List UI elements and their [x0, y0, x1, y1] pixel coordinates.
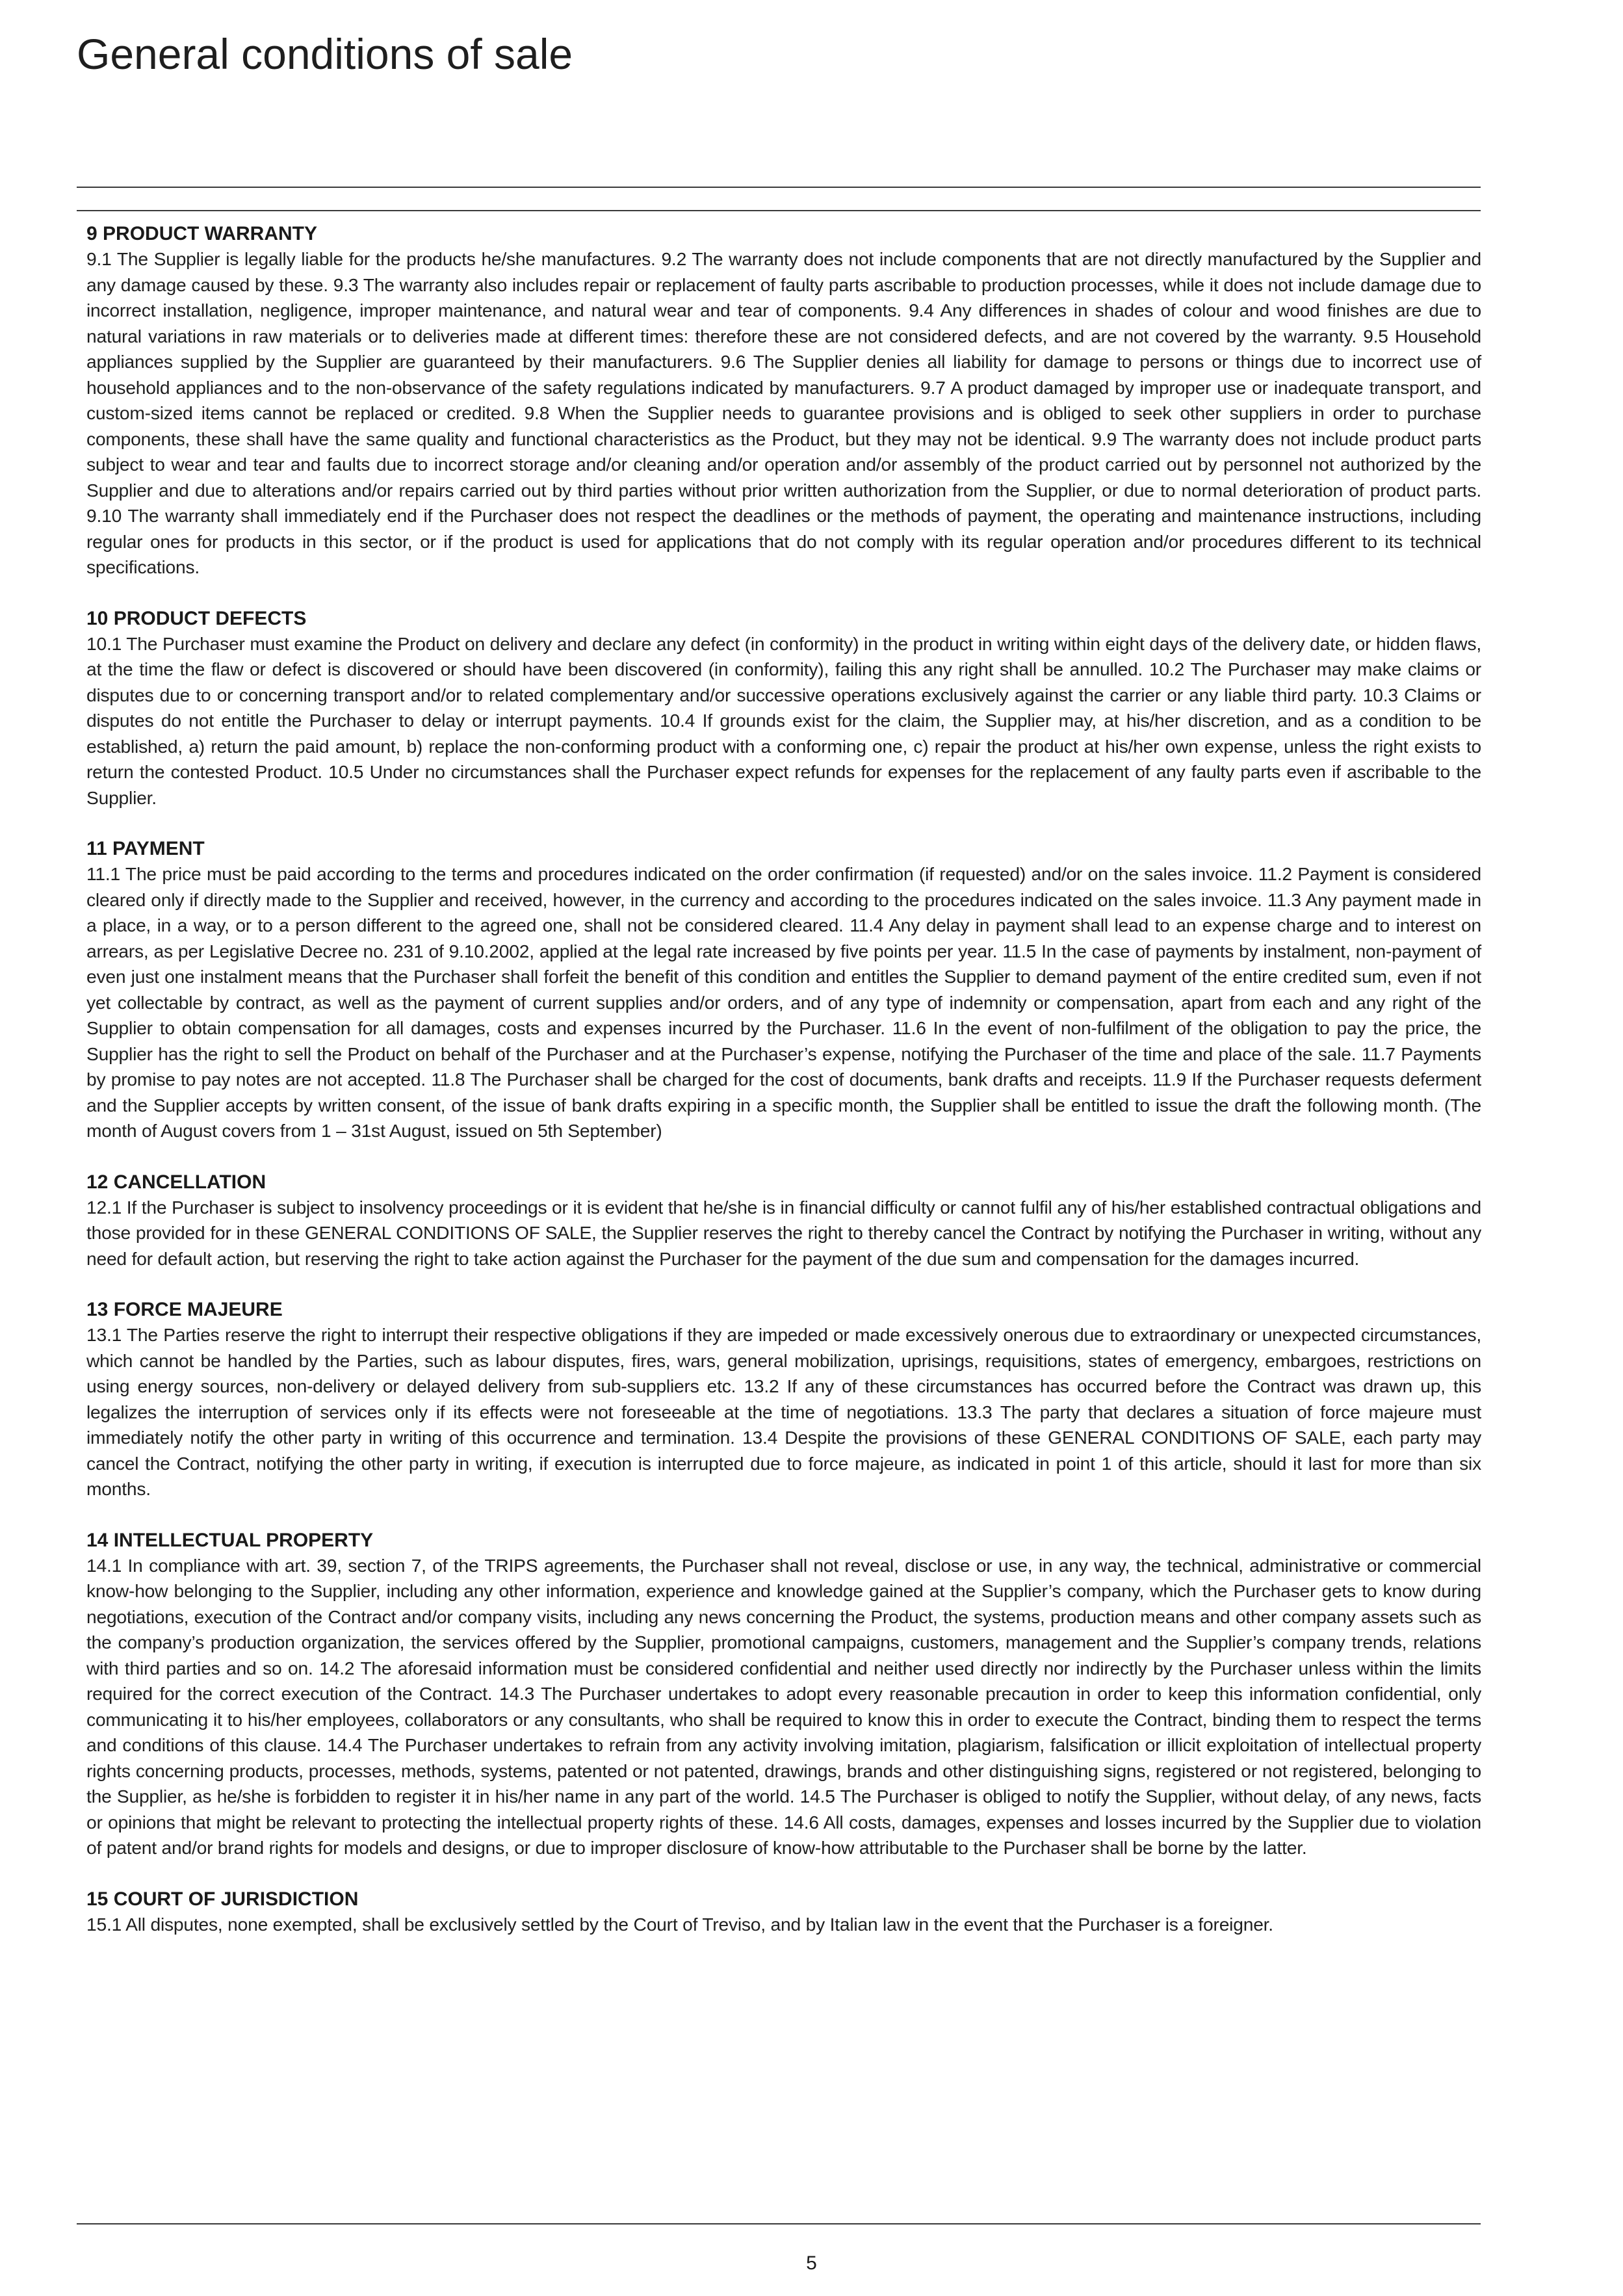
section-text: 14.1 In compliance with art. 39, section 7, of the TRIPS agreements, the Purchaser shall not reveal, disclose or use, in any way, the technical, administrative or commercial know-how belonging to the Supplier, including any other information, experience and knowledge gained at the Supplier’s company, which the Purchaser gets to know during negotiations, execution of the Contract and/or company visits, including any news concerning the Product, the systems, production means and other company assets such as the company’s production organization, the services offered by the Supplier, promotional campaigns, customers, management and the Supplier’s company trends, relations with third parties and so on. 14.2 The aforesaid information must be considered confidential and neither used directly nor indirectly by the Purchaser unless within the limits required for the correct execution of the Contract. 14.3 The Purchaser undertakes to adopt every reasonable precaution in order to keep this information confidential, only communicating it to his/her employees, collaborators or any consultants, who shall be required to know this in order to execute the Contract, binding them to respect the terms and conditions of this clause. 14.4 The Purchaser undertakes to refrain from any activity involving imitation, plagiarism, falsification or illicit exploitation of intellectual property rights concerning products, processes, methods, systems, patented or not patented, drawings, brands and other distinguishing signs, registered or not registered, belonging to the Supplier, as he/she is forbidden to register it in his/her name in any part of the world. 14.5 The Purchaser is obliged to notify the Supplier, without delay, of any news, facts or opinions that might be relevant to protecting the intellectual property rights of these. 14.6 All costs, damages, expenses and losses incurred by the Supplier due to violation of patent and/or brand rights for models and designs, or due to improper disclosure of know-how attributable to the Purchaser shall be borne by the latter. [86, 1554, 1481, 1858]
section-heading: 13 FORCE MAJEURE [86, 1299, 283, 1320]
section-heading: 10 PRODUCT DEFECTS [86, 607, 307, 629]
section-heading: 12 CANCELLATION [86, 1171, 266, 1193]
section-text: 15.1 All disputes, none exempted, shall be exclusively settled by the Court of Treviso, and by Italian law in the event that the Purchaser is a foreigner. [86, 1913, 1273, 1935]
section-text: 13.1 The Parties reserve the right to interrupt their respective obligations if they are impeded or made excessively onerous due to extraordinary or unexpected circumstances, which cannot be handled by the Parties, such as labour disputes, fires, wars, general mobilization, uprisings, requisitions, states of emergency, embargoes, restrictions on using energy sources, non-delivery or delayed delivery from sub-suppliers etc. 13.2 If any of these circumstances has occurred before the Contract was drawn up, this legalizes the interruption of services only if its effects were not foreseeable at the time of negotiations. 13.3 The party that declares a situation of force majeure must immediately notify the other party in writing of this occurrence and termination. 13.4 Despite the provisions of these GENERAL CONDITIONS OF SALE, each party may cancel the Contract, notifying the other party in writing, if execution is interrupted due to force majeure, as indicated in point 1 of this article, should it last for more than six months. [86, 1324, 1481, 1499]
section-cancellation [86, 1169, 1481, 1272]
section-text: 11.1 The price must be paid according to the terms and procedures indicated on the order confirmation (if requested) and/or on the sales invoice. 11.2 Payment is considered cleared only if directly made to the Supplier and received, however, in the currency and according to the procedures indicated on the sales invoice. 11.3 Any payment made in a place, in a way, or to a person different to the agreed one, shall not be considered cleared. 11.4 Any delay in payment shall lead to an expense charge and to interest on arrears, as per Legislative Decree no. 231 of 9.10.2002, applied at the legal rate increased by five points per year. 11.5 In the case of payments by instalment, non-payment of even just one instalment means that the Purchaser shall forfeit the benefit of this condition and entitles the Supplier to demand payment of the entire credited sum, even if not yet collectable by contract, as well as the payment of current supplies and/or orders, and of any type of indemnity or compensation, apart from each and any right of the Supplier to obtain compensation for all damages, costs and expenses incurred by the Purchaser. 11.6 In the event of non-fulfilment of the obligation to pay the price, the Supplier has the right to sell the Product on behalf of the Purchaser and at the Purchaser’s expense, notifying the Purchaser of the time and place of the sale. 11.7 Payments by promise to pay notes are not accepted. 11.8 The Purchaser shall be charged for the cost of documents, bank drafts and receipts. 11.9 If the Purchaser requests deferment and the Supplier accepts by written consent, of the issue of bank drafts expiring in a specific month, the Supplier shall be entitled to issue the draft the following month. (The month of August covers from 1 – 31st August, issued on 5th September) [86, 863, 1481, 1141]
section-text: 12.1 If the Purchaser is subject to insolvency proceedings or it is evident that he/she is in financial difficulty or cannot fulfil any of his/her established contractual obligations and those provided for in these GENERAL CONDITIONS OF SALE, the Supplier reserves the right to thereby cancel the Contract by notifying the Purchaser in writing, without any need for default action, but reserving the right to take action against the Purchaser for the payment of the due sum and compensation for the damages incurred. [86, 1196, 1481, 1269]
footer-divider [77, 2223, 1481, 2224]
document-body [86, 221, 1481, 1963]
section-intellectual-property [86, 1528, 1481, 1861]
header-divider-lower [77, 210, 1481, 211]
section-force-majeure [86, 1297, 1481, 1502]
section-heading: 11 PAYMENT [86, 838, 205, 859]
header-divider-upper [77, 187, 1481, 188]
page-number: 5 [806, 2252, 817, 2274]
section-text: 10.1 The Purchaser must examine the Product on delivery and declare any defect (in conformity) in the product in writing within eight days of the delivery date, or hidden flaws, at the time the flaw or defect is discovered or should have been discovered (in conformity), failing this any right shall be annulled. 10.2 The Purchaser may make claims or disputes due to or concerning transport and/or to related complementary and/or successive operations exclusively against the carrier or any liable third party. 10.3 Claims or disputes do not entitle the Purchaser to delay or interrupt payments. 10.4 If grounds exist for the claim, the Supplier may, at his/her discretion, and as a condition to be established, a) return the paid amount, b) replace the non-conforming product with a conforming one, c) repair the product at his/her own expense, unless the right exists to return the contested Product. 10.5 Under no circumstances shall the Purchaser expect refunds for expenses for the replacement of any faulty parts even if ascribable to the Supplier. [86, 633, 1481, 808]
section-product-warranty [86, 221, 1481, 581]
section-product-defects [86, 606, 1481, 811]
section-payment [86, 836, 1481, 1144]
section-court-of-jurisdiction [86, 1886, 1481, 1938]
section-heading: 9 PRODUCT WARRANTY [86, 223, 318, 244]
section-heading: 15 COURT OF JURISDICTION [86, 1888, 359, 1910]
section-text: 9.1 The Supplier is legally liable for the products he/she manufactures. 9.2 The warranty does not include components that are not directly manufactured by the Supplier and any damage caused by these. 9.3 The warranty also includes repair or replacement of faulty parts ascribable to production processes, while it does not include damage due to incorrect installation, negligence, improper maintenance, and natural wear and tear of components. 9.4 Any differences in shades of colour and wood finishes are due to natural variations in raw materials or to deliveries made at different times: therefore these are not considered defects, and are not covered by the warranty. 9.5 Household appliances supplied by the Supplier are guaranteed by their manufacturers. 9.6 The Supplier denies all liability for damage to persons or things due to incorrect use of household appliances and to the non-observance of the safety regulations indicated by manufacturers. 9.7 A product damaged by improper use or inadequate transport, and custom-sized items cannot be replaced or credited. 9.8 When the Supplier needs to guarantee provisions and is obliged to seek other suppliers in order to purchase components, these shall have the same quality and functional characteristics as the Product, but they may not be identical. 9.9 The warranty does not include product parts subject to wear and tear and faults due to incorrect storage and/or cleaning and/or operation and/or assembly of the product carried out by personnel not authorized by the Supplier and due to alterations and/or repairs carried out by third parties without prior written authorization from the Supplier, or due to normal deterioration of product parts. 9.10 The warranty shall immediately end if the Purchaser does not respect the deadlines or the methods of payment, the operating and maintenance instructions, including regular ones for products in this sector, or if the product is used for applications that do not comply with its regular operation and/or procedures different to its technical specifications. [86, 248, 1481, 577]
section-heading: 14 INTELLECTUAL PROPERTY [86, 1529, 374, 1551]
page-title: General conditions of sale [77, 30, 573, 78]
